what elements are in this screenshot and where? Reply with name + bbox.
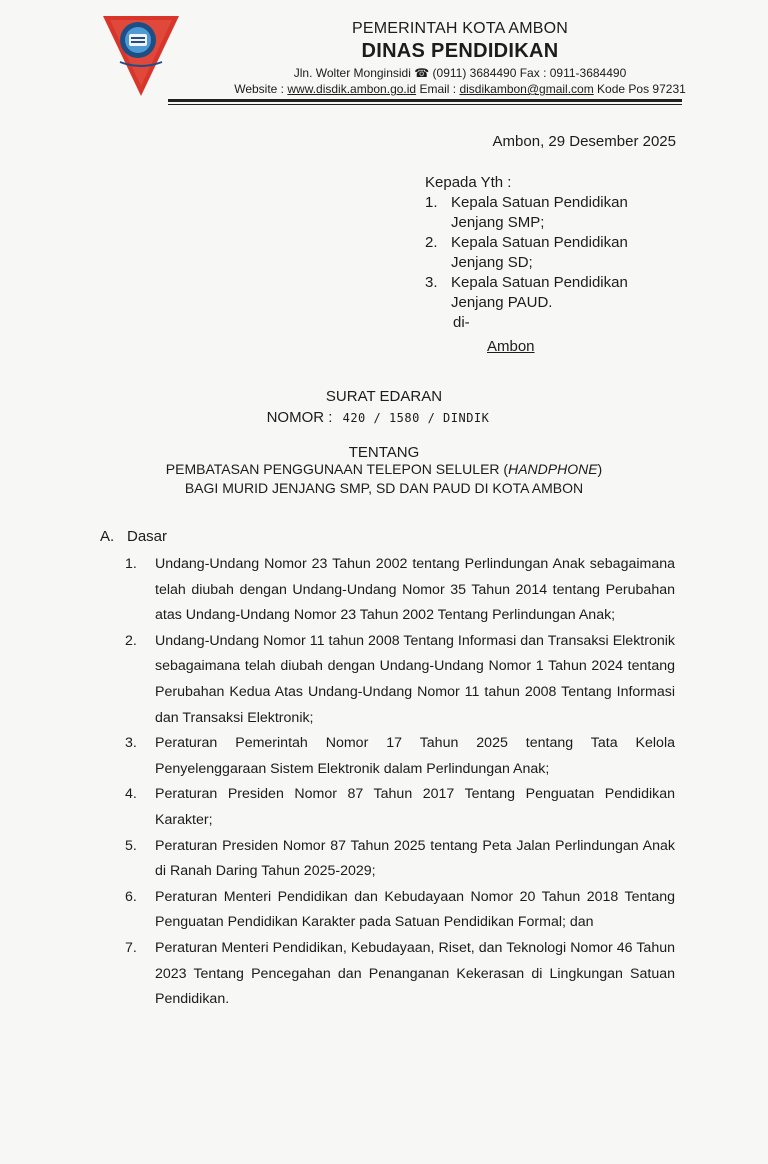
number-label: NOMOR :: [266, 409, 333, 426]
section-label: A.: [100, 528, 115, 545]
letterhead-rule-thin: [168, 104, 682, 105]
recipient-item: 3. Kepala Satuan Pendidikan: [425, 274, 628, 291]
circular-title: SURAT EDARAN: [325, 388, 443, 405]
address-street: Jln. Wolter Monginsidi: [293, 66, 411, 80]
phone-icon: ☎: [414, 66, 430, 80]
letterhead-rule-thick: [168, 99, 682, 102]
recipient-item-level: Jenjang PAUD.: [451, 294, 553, 311]
email-link[interactable]: disdikambon@gmail.com: [459, 82, 594, 96]
postcode: Kode Pos 97231: [597, 82, 686, 96]
list-item: 2. Undang-Undang Nomor 11 tahun 2008 Tentang Informasi dan Transaksi Elektronik sebagaimana telah diubah dengan Undang-Undang Nomor 1 Tahun 2024 tentang Perubahan Kedua Atas Undang-Undang Nomor 11 tahun 2008 Tentang Informasi dan Transaksi Elektronik;: [125, 632, 675, 726]
legal-basis-list: [125, 552, 675, 1013]
list-item: 3. Peraturan Pemerintah Nomor 17 Tahun 2025 tentang Tata Kelola Penyelenggaraan Sistem Elektronik dalam Perlindungan Anak;: [125, 735, 675, 777]
list-item: 5. Peraturan Presiden Nomor 87 Tahun 2025 tentang Peta Jalan Perlindungan Anak di Ranah Daring Tahun 2025-2029;: [125, 837, 675, 880]
recipient-item: 2. Kepala Satuan Pendidikan: [425, 234, 628, 251]
handwritten-number: 420 / 1580 / DINDIK: [342, 411, 490, 425]
website-label: Website :: [234, 82, 285, 96]
recipient-block: [425, 173, 671, 357]
recipient-item: 1. Kepala Satuan Pendidikan: [425, 194, 628, 211]
subject-line-1: PEMBATASAN PENGGUNAAN TELEPON SELULER (HANDPHONE): [165, 461, 603, 477]
list-item: 6. Peraturan Menteri Pendidikan dan Kebudayaan Nomor 20 Tahun 2018 Tentang Penguatan Pendidikan Karakter pada Satuan Pendidikan Formal; dan: [125, 888, 675, 931]
email-label: Email :: [419, 82, 457, 96]
website-link[interactable]: www.disdik.ambon.go.id: [287, 82, 417, 96]
letter-date: Ambon, 29 Desember 2025: [492, 133, 676, 150]
recipient-item-level: Jenjang SD;: [451, 254, 533, 271]
office-address: [160, 66, 760, 80]
recipient-item-level: Jenjang SMP;: [451, 214, 545, 231]
section-a-heading: [100, 528, 167, 545]
list-item: 7. Peraturan Menteri Pendidikan, Kebudayaan, Riset, dan Teknologi Nomor 46 Tahun 2023 Tentang Pencegahan dan Penanganan Kekerasan di Lingkungan Satuan Pendidikan.: [125, 939, 675, 1008]
address-contacts: (0911) 3684490 Fax : 0911-3684490: [432, 66, 627, 80]
list-item: 1. Undang-Undang Nomor 23 Tahun 2002 tentang Perlindungan Anak sebagaimana telah diubah dengan Undang-Undang Nomor 35 Tahun 2014 tentang Perubahan atas Undang-Undang Nomor 23 Tahun 2002 Tentang Perlindungan Anak;: [125, 556, 675, 624]
recipient-city: Ambon: [487, 338, 535, 355]
department-name: DINAS PENDIDIKAN: [361, 40, 559, 62]
recipient-di: di-: [453, 314, 470, 331]
government-name: PEMERINTAH KOTA AMBON: [351, 20, 569, 37]
contact-line: [160, 82, 760, 96]
list-item: 4. Peraturan Presiden Nomor 87 Tahun 2017 Tentang Penguatan Pendidikan Karakter;: [125, 786, 675, 828]
section-title: Dasar: [127, 528, 168, 545]
subject-line-2: BAGI MURID JENJANG SMP, SD DAN PAUD DI KOTA AMBON: [184, 480, 584, 496]
circular-number: [0, 409, 762, 426]
recipient-heading: Kepada Yth :: [425, 174, 512, 191]
about-heading: TENTANG: [348, 444, 420, 461]
